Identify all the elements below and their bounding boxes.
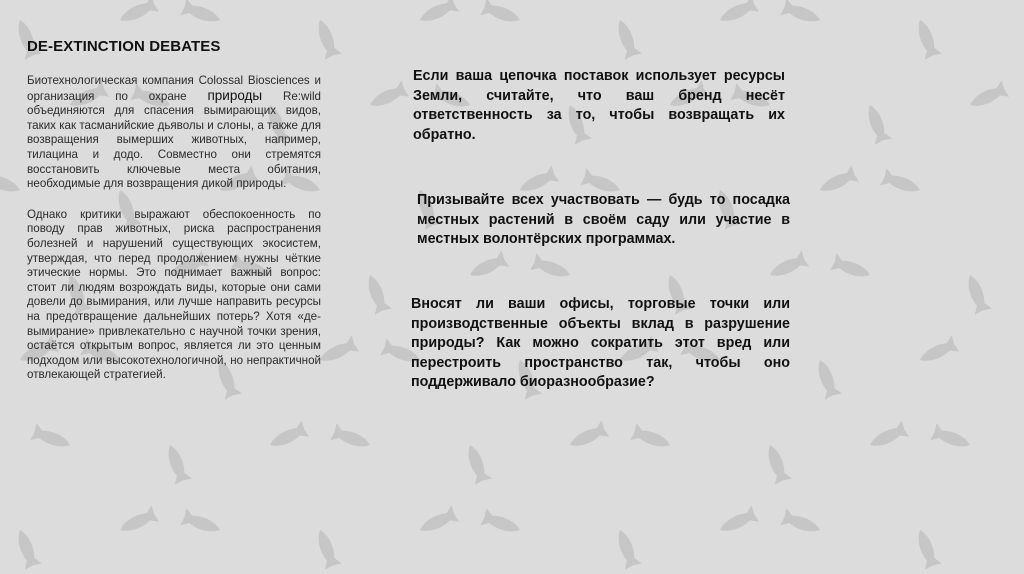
fish-icon [480, 0, 523, 29]
fish-icon [316, 335, 359, 368]
intro-text-end: Re:wild объединяются для спасения вымирающих видов, таких как тасманийские дьяволы и слоны, а также для возвращения вымерших животных, например, тилацина и додо. Совместно они стремятся восстановить ключевые места обитания, необходимые для возвращения дикой природы. [27, 89, 321, 191]
fish-icon [311, 527, 341, 570]
fish-icon [416, 0, 459, 28]
fish-icon [11, 527, 41, 570]
fish-icon [780, 508, 823, 538]
fish-icon [866, 420, 909, 453]
fish-icon [611, 17, 641, 60]
fish-icon [30, 423, 73, 453]
fish-icon [961, 272, 991, 315]
fish-icon [816, 165, 859, 198]
fish-icon [0, 168, 23, 198]
fish-icon [811, 357, 841, 400]
fish-icon [830, 253, 873, 283]
fish-icon [266, 420, 309, 453]
fish-icon [161, 442, 191, 485]
fish-icon [480, 508, 523, 538]
fish-icon [116, 0, 159, 28]
intro-text-start: Биотехнологическая компания Colossal Biosciences и организация по охране [27, 74, 321, 103]
fish-icon [766, 250, 809, 283]
fish-icon [116, 505, 159, 538]
callout-offices-question: Вносят ли ваши офисы, торговые точки или производственные объекты вклад в разрушение природы? Как можно сократить этот вред или перестроить пространство так, чтобы оно поддерживало биоразнообразие? [411, 296, 790, 390]
fish-icon [911, 17, 941, 60]
fish-icon [916, 335, 959, 368]
fish-icon [461, 442, 491, 485]
fish-icon [361, 272, 391, 315]
critics-paragraph: Однако критики выражают обеспокоенность по поводу прав животных, риска распространения болезней и нарушений существующих экосистем, утверждая, что перед продолжением нужны чёткие этические нормы. Это поднимает важный вопрос: стоит ли людям возрождать виды, которые они сами довели до вымирания, или лучше направить ресурсы на предотвращение дальнейших потерь? Хотя «де-вымирание» привлекательно с научной точки зрения, остаётся открытым вопрос, является ли это ценным подходом или высокотехнологичной, но непрактичной отвлекающей стратегией. [27, 207, 321, 382]
fish-icon [780, 0, 823, 29]
fish-icon [930, 423, 973, 453]
highlighted-word: природы [207, 87, 263, 103]
fish-icon [716, 505, 759, 538]
fish-icon [180, 508, 223, 538]
left-text-column [27, 74, 321, 399]
fish-icon [530, 253, 573, 283]
fish-icon [630, 423, 673, 453]
fish-icon [566, 420, 609, 453]
fish-icon [861, 102, 891, 145]
fish-icon [880, 168, 923, 198]
fish-icon [466, 250, 509, 283]
intro-paragraph [27, 74, 321, 192]
callout-participation: Призывайте всех участвовать — будь то посадка местных растений в своём саду или участие в местных волонтёрских программах. [417, 192, 790, 247]
fish-icon [911, 527, 941, 570]
fish-icon [366, 80, 409, 113]
fish-icon [611, 527, 641, 570]
fish-icon [330, 423, 373, 453]
callout-supply-chain: Если ваша цепочка поставок использует ресурсы Земли, считайте, что ваш бренд несёт ответственность за то, чтобы возвращать их обратно. [413, 68, 785, 143]
fish-icon [761, 442, 791, 485]
page-title: DE-EXTINCTION DEBATES [27, 38, 221, 55]
fish-icon [966, 80, 1009, 113]
fish-icon [416, 505, 459, 538]
fish-icon [311, 17, 341, 60]
fish-icon [716, 0, 759, 28]
fish-icon [180, 0, 223, 29]
